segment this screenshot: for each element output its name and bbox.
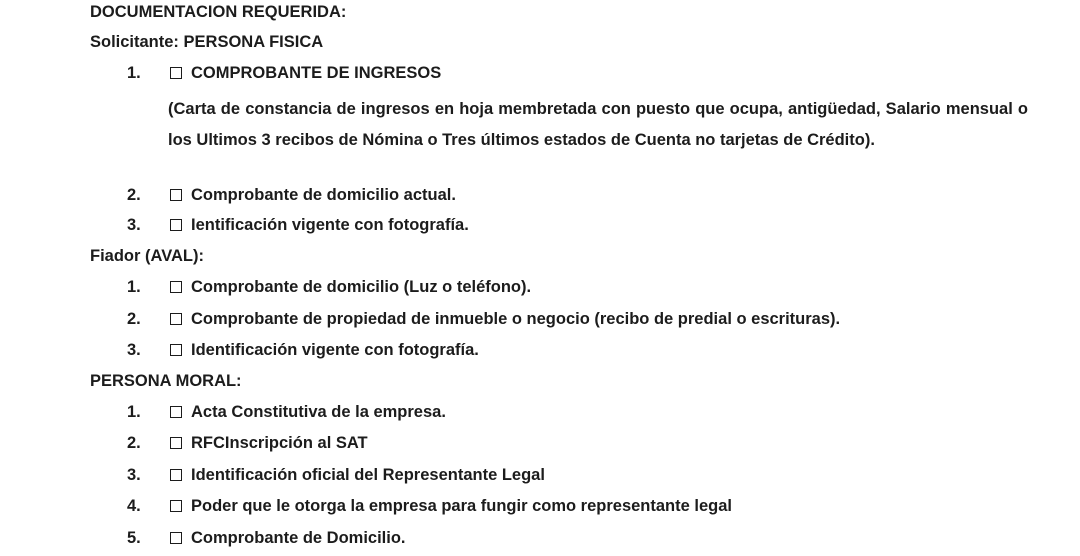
item-number: 3. xyxy=(127,466,141,484)
item-number: 1. xyxy=(127,403,141,421)
checkbox-icon xyxy=(170,219,182,231)
item-label: RFCInscripción al SAT xyxy=(191,434,368,452)
section-heading-persona-moral: PERSONA MORAL: xyxy=(90,372,242,390)
checkbox-icon xyxy=(170,344,182,356)
item-label: Comprobante de domicilio actual. xyxy=(191,186,456,204)
checkbox-icon xyxy=(170,500,182,512)
item-number: 3. xyxy=(127,341,141,359)
item-number: 2. xyxy=(127,310,141,328)
item-label: Acta Constitutiva de la empresa. xyxy=(191,403,446,421)
document-title: DOCUMENTACION REQUERIDA: xyxy=(90,3,347,21)
checkbox-icon xyxy=(170,313,182,325)
item-label: Comprobante de Domicilio. xyxy=(191,529,406,547)
ingresos-description: (Carta de constancia de ingresos en hoja membretada con puesto que ocupa, antigüedad, Salario mensual o los Ultimos 3 recibos de Nómina o Tres últimos estados de Cuenta no tarjetas de Crédito). xyxy=(168,100,1028,149)
checkbox-icon xyxy=(170,406,182,418)
item-number: 1. xyxy=(127,64,141,82)
item-label: COMPROBANTE DE INGRESOS xyxy=(191,64,442,82)
item-number: 5. xyxy=(127,529,141,547)
item-label: Poder que le otorga la empresa para fungir como representante legal xyxy=(191,497,732,515)
item-label: Comprobante de domicilio (Luz o teléfono). xyxy=(191,278,532,296)
section-heading-persona-fisica: Solicitante: PERSONA FISICA xyxy=(90,33,324,51)
item-label: Ientificación vigente con fotografía. xyxy=(191,216,469,234)
item-number: 4. xyxy=(127,497,141,515)
checkbox-icon xyxy=(170,437,182,449)
item-label: Identificación oficial del Representante Legal xyxy=(191,466,545,484)
checkbox-icon xyxy=(170,469,182,481)
item-number: 1. xyxy=(127,278,141,296)
checkbox-icon xyxy=(170,532,182,544)
checkbox-icon xyxy=(170,189,182,201)
item-label: Comprobante de propiedad de inmueble o negocio (recibo de predial o escrituras). xyxy=(191,310,841,328)
section-heading-fiador: Fiador (AVAL): xyxy=(90,247,204,265)
item-number: 3. xyxy=(127,216,141,234)
item-number: 2. xyxy=(127,434,141,452)
item-label: Identificación vigente con fotografía. xyxy=(191,341,479,359)
item-number: 2. xyxy=(127,186,141,204)
checkbox-icon xyxy=(170,281,182,293)
checkbox-icon xyxy=(170,67,182,79)
